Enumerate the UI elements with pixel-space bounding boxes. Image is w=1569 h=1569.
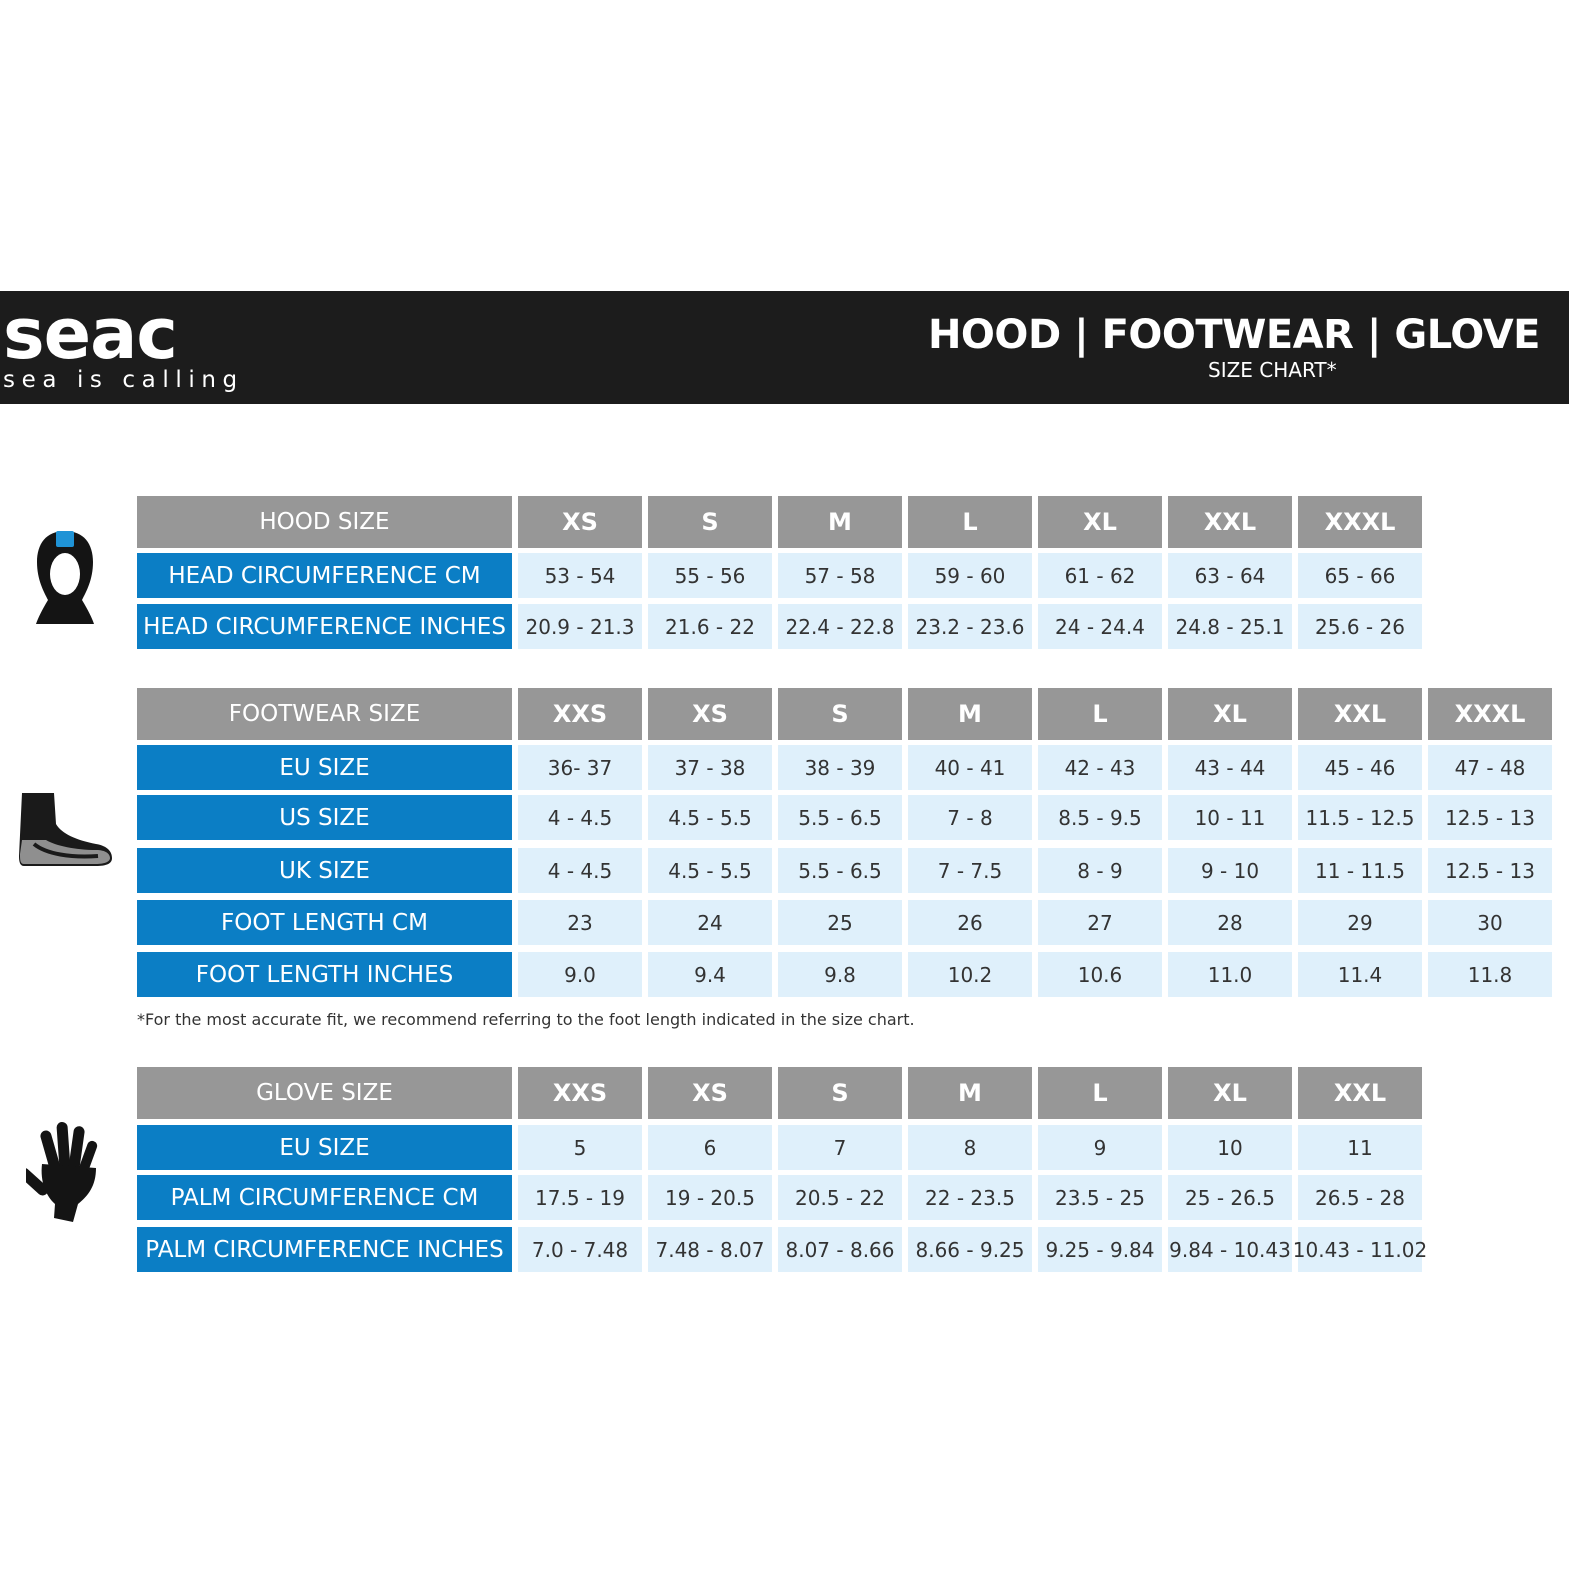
footwear-value-cell: 42 - 43 [1038,745,1162,790]
hood-value-cell: 23.2 - 23.6 [908,604,1032,649]
footwear-value-cell: 23 [518,900,642,945]
hood-value-cell: 53 - 54 [518,553,642,598]
hood-size-m: M [778,496,902,548]
footwear-row-label: FOOT LENGTH INCHES [137,952,512,997]
page-subtitle: SIZE CHART* [1208,358,1337,382]
hood-row-label: HEAD CIRCUMFERENCE CM [137,553,512,598]
hood-size-s: S [648,496,772,548]
footwear-value-cell: 10.6 [1038,952,1162,997]
footwear-value-cell: 9.0 [518,952,642,997]
footwear-value-cell: 36- 37 [518,745,642,790]
glove-value-cell: 7 [778,1125,902,1170]
glove-value-cell: 8.66 - 9.25 [908,1227,1032,1272]
page-title: HOOD | FOOTWEAR | GLOVE [927,312,1540,358]
glove-value-cell: 22 - 23.5 [908,1175,1032,1220]
footwear-value-cell: 4 - 4.5 [518,795,642,840]
footwear-size-l: L [1038,688,1162,740]
footwear-value-cell: 4.5 - 5.5 [648,795,772,840]
footwear-value-cell: 47 - 48 [1428,745,1552,790]
footwear-value-cell: 11.4 [1298,952,1422,997]
footwear-value-cell: 4 - 4.5 [518,848,642,893]
footwear-value-cell: 4.5 - 5.5 [648,848,772,893]
hood-value-cell: 24 - 24.4 [1038,604,1162,649]
footwear-row-label: FOOT LENGTH CM [137,900,512,945]
hood-value-cell: 63 - 64 [1168,553,1292,598]
hood-value-cell: 57 - 58 [778,553,902,598]
footwear-size-xxs: XXS [518,688,642,740]
footwear-value-cell: 29 [1298,900,1422,945]
footwear-row-label: UK SIZE [137,848,512,893]
glove-size-xs: XS [648,1067,772,1119]
footwear-value-cell: 5.5 - 6.5 [778,795,902,840]
footwear-value-cell: 5.5 - 6.5 [778,848,902,893]
glove-value-cell: 10.43 - 11.02 [1298,1227,1422,1272]
glove-row-label: PALM CIRCUMFERENCE CM [137,1175,512,1220]
brand-logo [3,305,253,395]
glove-size-xxl: XXL [1298,1067,1422,1119]
footnote: *For the most accurate fit, we recommend referring to the foot length indicated in the size chart. [137,1010,915,1029]
glove-size-l: L [1038,1067,1162,1119]
hood-value-cell: 55 - 56 [648,553,772,598]
header-banner [0,291,1569,404]
footwear-row-label: EU SIZE [137,745,512,790]
glove-size-s: S [778,1067,902,1119]
hood-header-label: HOOD SIZE [137,496,512,548]
glove-value-cell: 7.0 - 7.48 [518,1227,642,1272]
footwear-header-label: FOOTWEAR SIZE [137,688,512,740]
footwear-value-cell: 40 - 41 [908,745,1032,790]
footwear-value-cell: 12.5 - 13 [1428,795,1552,840]
glove-value-cell: 9.84 - 10.43 [1168,1227,1292,1272]
footwear-value-cell: 9.4 [648,952,772,997]
footwear-value-cell: 7 - 7.5 [908,848,1032,893]
hood-value-cell: 65 - 66 [1298,553,1422,598]
hood-size-xs: XS [518,496,642,548]
footwear-value-cell: 12.5 - 13 [1428,848,1552,893]
glove-row-label: PALM CIRCUMFERENCE INCHES [137,1227,512,1272]
glove-value-cell: 20.5 - 22 [778,1175,902,1220]
glove-value-cell: 7.48 - 8.07 [648,1227,772,1272]
glove-value-cell: 10 [1168,1125,1292,1170]
footwear-size-m: M [908,688,1032,740]
hood-value-cell: 61 - 62 [1038,553,1162,598]
footwear-row-label: US SIZE [137,795,512,840]
hood-size-l: L [908,496,1032,548]
hood-value-cell: 20.9 - 21.3 [518,604,642,649]
footwear-value-cell: 37 - 38 [648,745,772,790]
glove-value-cell: 17.5 - 19 [518,1175,642,1220]
footwear-value-cell: 8.5 - 9.5 [1038,795,1162,840]
footwear-value-cell: 10.2 [908,952,1032,997]
footwear-value-cell: 27 [1038,900,1162,945]
logo-tagline: sea is calling [3,367,244,393]
footwear-value-cell: 43 - 44 [1168,745,1292,790]
footwear-value-cell: 9 - 10 [1168,848,1292,893]
footwear-value-cell: 7 - 8 [908,795,1032,840]
footwear-value-cell: 10 - 11 [1168,795,1292,840]
glove-size-xl: XL [1168,1067,1292,1119]
footwear-value-cell: 24 [648,900,772,945]
glove-value-cell: 9.25 - 9.84 [1038,1227,1162,1272]
footwear-value-cell: 26 [908,900,1032,945]
footwear-value-cell: 11.8 [1428,952,1552,997]
hood-value-cell: 25.6 - 26 [1298,604,1422,649]
hood-size-xl: XL [1038,496,1162,548]
logo-wordmark: seac [3,305,177,363]
footwear-value-cell: 38 - 39 [778,745,902,790]
footwear-value-cell: 11.0 [1168,952,1292,997]
hood-row-label: HEAD CIRCUMFERENCE INCHES [137,604,512,649]
glove-row-label: EU SIZE [137,1125,512,1170]
footwear-size-xxxl: XXXL [1428,688,1552,740]
hood-value-cell: 21.6 - 22 [648,604,772,649]
glove-value-cell: 5 [518,1125,642,1170]
glove-value-cell: 8 [908,1125,1032,1170]
hood-value-cell: 24.8 - 25.1 [1168,604,1292,649]
boot-icon [16,790,114,870]
footwear-value-cell: 25 [778,900,902,945]
glove-value-cell: 8.07 - 8.66 [778,1227,902,1272]
hood-size-xxxl: XXXL [1298,496,1422,548]
glove-value-cell: 25 - 26.5 [1168,1175,1292,1220]
hood-value-cell: 22.4 - 22.8 [778,604,902,649]
footwear-value-cell: 30 [1428,900,1552,945]
glove-value-cell: 6 [648,1125,772,1170]
footwear-size-xs: XS [648,688,772,740]
footwear-value-cell: 45 - 46 [1298,745,1422,790]
glove-value-cell: 19 - 20.5 [648,1175,772,1220]
footwear-size-xl: XL [1168,688,1292,740]
footwear-value-cell: 11.5 - 12.5 [1298,795,1422,840]
glove-size-m: M [908,1067,1032,1119]
glove-header-label: GLOVE SIZE [137,1067,512,1119]
hood-value-cell: 59 - 60 [908,553,1032,598]
glove-value-cell: 26.5 - 28 [1298,1175,1422,1220]
footwear-value-cell: 11 - 11.5 [1298,848,1422,893]
glove-value-cell: 23.5 - 25 [1038,1175,1162,1220]
glove-size-xxs: XXS [518,1067,642,1119]
hood-size-xxl: XXL [1168,496,1292,548]
footwear-value-cell: 8 - 9 [1038,848,1162,893]
glove-value-cell: 9 [1038,1125,1162,1170]
glove-value-cell: 11 [1298,1125,1422,1170]
hood-icon [30,528,100,628]
footwear-size-s: S [778,688,902,740]
footwear-size-xxl: XXL [1298,688,1422,740]
glove-icon [26,1120,106,1224]
footwear-value-cell: 9.8 [778,952,902,997]
footwear-value-cell: 28 [1168,900,1292,945]
